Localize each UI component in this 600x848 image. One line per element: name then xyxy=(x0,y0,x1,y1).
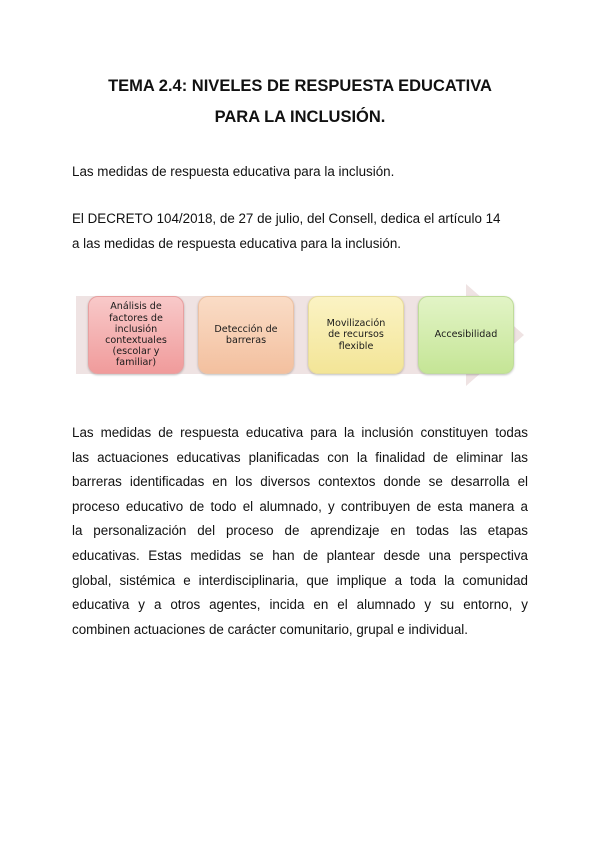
decree-line-1: El DECRETO 104/2018, de 27 de julio, del Consell, dedica el artículo 14 xyxy=(72,211,501,226)
measures-line-8: educativa y a otros agentes, incida en el alumnado y su entorno, y xyxy=(72,597,528,613)
measures-line-6: educativas. Estas medidas se han de plantear desde una perspectiva xyxy=(72,547,528,563)
step-1-line-1: Análisis de xyxy=(110,301,162,313)
page-title xyxy=(60,71,540,133)
title-line-1: TEMA 2.4: NIVELES DE RESPUESTA EDUCATIVA xyxy=(108,77,492,95)
step-3-line-1: Movilización xyxy=(326,318,386,330)
step-3-line-2: de recursos xyxy=(328,329,384,341)
step-barrier-detection xyxy=(198,296,294,374)
intro-line: Las medidas de respuesta educativa para la inclusión. xyxy=(72,164,395,179)
intro-paragraph xyxy=(72,160,528,185)
measures-line-2: las actuaciones educativas planificadas con la finalidad de eliminar las xyxy=(72,449,528,465)
step-2-line-2: barreras xyxy=(225,335,267,346)
measures-paragraph xyxy=(72,421,528,642)
step-3-line-3: flexible xyxy=(338,340,374,352)
step-4-line-1: Accesibilidad xyxy=(434,329,498,341)
measures-line-3: barreras identificadas en los diversos contextos donde se desarrolla el xyxy=(72,474,528,490)
decree-line-2: a las medidas de respuesta educativa para la inclusión. xyxy=(72,235,402,251)
measures-line-5: la personalización del proceso de aprendizaje en todas las etapas xyxy=(72,523,528,539)
process-diagram xyxy=(76,284,524,386)
step-1-line-2: factores de xyxy=(109,312,163,324)
decree-paragraph xyxy=(72,207,528,256)
step-analysis-factors xyxy=(88,296,184,374)
measures-line-7: global, sistémica e interdisciplinaria, que implique a toda la comunidad xyxy=(72,572,528,588)
measures-line-1: Las medidas de respuesta educativa para la inclusión constituyen todas xyxy=(72,425,528,440)
step-resource-mobilization xyxy=(308,296,404,374)
step-1-line-5: (escolar y xyxy=(112,346,160,358)
step-2-line-1: Detección de xyxy=(214,323,278,335)
step-1-line-4: contextuales xyxy=(105,335,167,346)
step-1-line-6: familiar) xyxy=(115,357,157,369)
measures-line-4: proceso educativo de todo el alumnado, y contribuyen de esta manera a xyxy=(72,498,528,514)
measures-line-9: combinen actuaciones de carácter comunitario, grupal e individual. xyxy=(72,621,468,637)
step-1-line-3: inclusión xyxy=(114,323,158,335)
step-accessibility xyxy=(418,296,514,374)
title-line-2: PARA LA INCLUSIÓN. xyxy=(214,108,386,126)
